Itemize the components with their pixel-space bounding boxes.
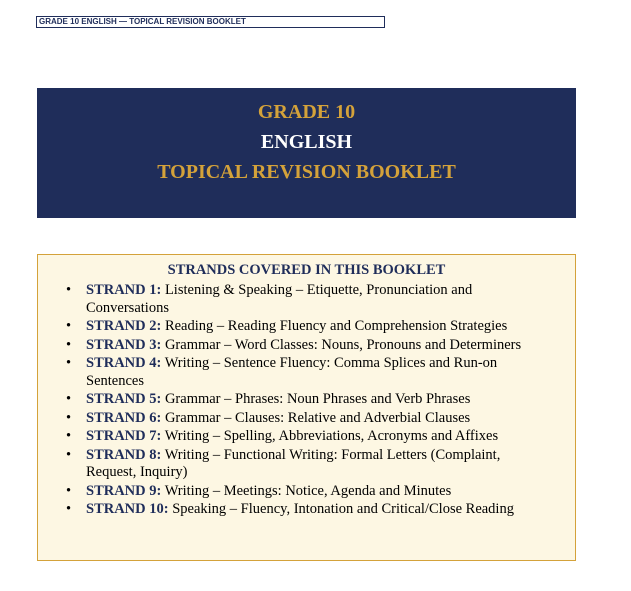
strand-label: STRAND 1: — [86, 282, 162, 298]
list-item — [66, 282, 546, 317]
list-item — [66, 337, 546, 355]
strand-label: STRAND 5: — [86, 391, 162, 407]
strand-description: Listening & Speaking – Etiquette, Pronunciation and Conversations — [86, 282, 473, 316]
list-item — [66, 447, 546, 482]
subject-heading: ENGLISH — [260, 131, 353, 153]
list-item — [66, 318, 546, 336]
list-item — [66, 483, 546, 501]
strand-description: Writing – Spelling, Abbreviations, Acronyms and Affixes — [161, 428, 499, 444]
list-item — [66, 410, 546, 428]
bullet-icon: • — [66, 409, 72, 426]
strand-label: STRAND 3: — [86, 336, 162, 353]
bullet-icon: • — [66, 282, 72, 298]
list-item — [66, 391, 546, 409]
list-item — [66, 501, 546, 519]
strand-label: STRAND 4: — [86, 355, 162, 371]
list-item — [66, 428, 546, 446]
strand-label: STRAND 2: — [86, 318, 162, 334]
list-item — [66, 355, 546, 390]
bullet-icon: • — [66, 355, 72, 371]
bullet-icon: • — [66, 501, 72, 517]
strand-description: Writing – Meetings: Notice, Agenda and Minutes — [161, 482, 452, 499]
strands-title: STRANDS COVERED IN THIS BOOKLET — [167, 262, 446, 278]
strand-label: STRAND 6: — [86, 409, 162, 426]
bullet-icon: • — [66, 482, 72, 499]
strands-list — [66, 282, 546, 520]
strands-box — [37, 254, 576, 561]
bullet-icon: • — [66, 318, 72, 334]
strand-description: Grammar – Word Classes: Nouns, Pronouns and Determiners — [161, 336, 522, 353]
strand-description: Writing – Sentence Fluency: Comma Splices and Run-on Sentences — [86, 355, 498, 389]
running-header: GRADE 10 ENGLISH — TOPICAL REVISION BOOKLET — [36, 16, 385, 28]
strand-label: STRAND 9: — [86, 482, 162, 499]
strand-description: Speaking – Fluency, Intonation and Critical/Close Reading — [168, 501, 514, 517]
strand-label: STRAND 10: — [86, 501, 169, 517]
strand-label: STRAND 8: — [86, 446, 162, 463]
bullet-icon: • — [66, 428, 72, 444]
strand-label: STRAND 7: — [86, 428, 162, 444]
bullet-icon: • — [66, 391, 72, 407]
bullet-icon: • — [66, 336, 72, 353]
strand-description: Grammar – Phrases: Noun Phrases and Verb Phrases — [161, 391, 471, 407]
bullet-icon: • — [66, 446, 72, 463]
strand-description: Reading – Reading Fluency and Comprehension Strategies — [161, 318, 508, 334]
strand-description: Writing – Functional Writing: Formal Letters (Complaint, Request, Inquiry) — [86, 446, 501, 480]
strand-description: Grammar – Clauses: Relative and Adverbial Clauses — [161, 409, 471, 426]
booklet-heading: TOPICAL REVISION BOOKLET — [157, 161, 456, 183]
grade-heading: GRADE 10 — [257, 101, 356, 123]
title-banner — [37, 88, 576, 218]
